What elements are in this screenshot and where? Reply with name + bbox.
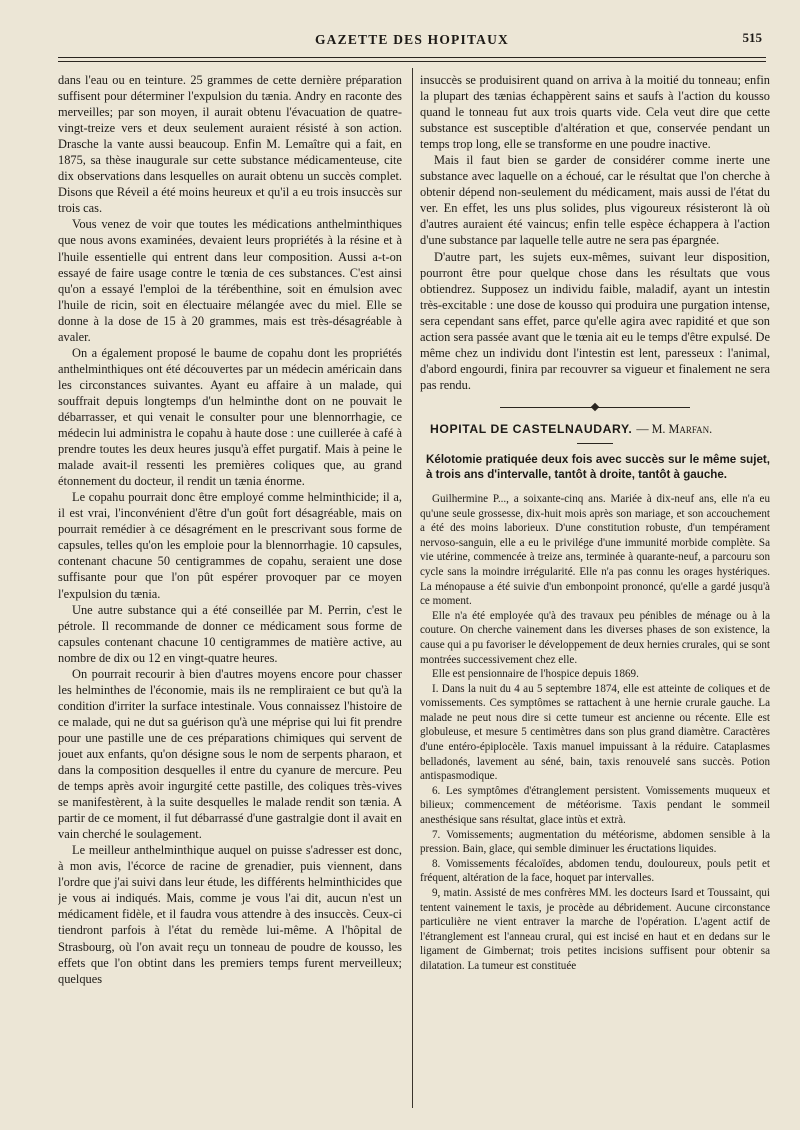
- hospital-name: HOPITAL DE CASTELNAUDARY.: [430, 421, 633, 436]
- publication-title: GAZETTE DES HOPITAUX: [314, 32, 510, 47]
- right-paragraph: D'autre part, les sujets eux-mêmes, suivant leur disposition, pourront être pour quelque chose dans les résultats que vous obtiendrez. Supposez un individu faible, maladif, ayant un intestin très-excitable : une dose de kousso qui produira une purgation intense, sera cependant sans effet, parce qu'elle agira avec rapidité et que son action sera passée avant que le tœnia ait eu le temps d'être expulsé. De même chez un individu dont l'intestin est lent, paresseux : l'animal, d'abord engourdi, finira par recouvrer sa vigueur et finalement ne sera pas rendu.: [420, 249, 770, 392]
- short-rule: [577, 443, 613, 444]
- case-paragraph: 9, matin. Assisté de mes confrères MM. les docteurs Isard et Toussaint, qui tentent vainement le taxis, je procède au débridement. Aucune circonstance particulière ne vient entraver la marche de l'opération. L'agent actif de l'étranglement est l'anneau crural, qui est incisé en haut et en dedans sur le ligament de Gimbernat; trois petites incisions suffisent pour obtenir sa dilatation. La tumeur est constituée: [420, 887, 770, 972]
- left-paragraph: Le meilleur anthelminthique auquel on puisse s'adresser est donc, à mon avis, l'écorce de racine de grenadier, puis viennent, dans l'ordre que j'ai suivi dans leur étude, les différents helminthicides que je vous ai indiqués. Mais, comme je vous l'ai dit, aucun n'est un médicament fidèle, et il faudra vous attendre à des insuccès. Ceux-ci tiendront parfois à l'état du remède lui-même. A l'hôpital de Strasbourg, où l'on avait reçu un tonneau de poudre de kousso, les effets que l'on obtint dans les premiers temps furent merveilleux; quelques: [58, 843, 402, 986]
- left-paragraph: Vous venez de voir que toutes les médications anthelminthiques que nous avons examinées, devaient leurs propriétés à la résine et à l'huile essentielle qui entrent dans leur composition. Aussi a-t-on essayé de faire usage contre le tœnia de ces substances. C'est ainsi qu'on a essayé l'emploi de la térébenthine, soit en émulsion avec l'huile de ricin, soit en électuaire mélangée avec du miel. Elle se donne à la dose de 15 à 20 grammes, mais est très-désagréable à avaler.: [58, 217, 402, 344]
- right-paragraph: Mais il faut bien se garder de considérer comme inerte une substance avec laquelle on a échoué, car le résultat que l'on cherche à obtenir dépend non-seulement du médicament, mais aussi de l'état du ver. En effet, les uns plus solides, plus vigoureux résisteront là où d'autres auraient été vaincus; enfin telle espèce échappera à l'action d'une substance par laquelle telle autre ne sera pas épargnée.: [420, 153, 770, 248]
- divider-diamond-ornament: [591, 403, 599, 411]
- case-paragraph: 8. Vomissements fécaloïdes, abdomen tendu, douloureux, pouls petit et fréquent, altération de la face, hoquet par intervalles.: [420, 857, 770, 885]
- right-paragraph: insuccès se produisirent quand on arriva à la moitié du tonneau; enfin la plupart des tænias échappèrent sains et saufs à l'action du kousso quand le tonneau fut aux trois quarts vide. Cela veut dire que cette substance est susceptible d'altération et que, conservée pendant un temps trop long, elle se transforme en une poudre inactive.: [420, 73, 770, 152]
- page-number: 515: [742, 30, 762, 45]
- left-paragraph: Le copahu pourrait donc être employé comme helminthicide; il a, il est vrai, l'inconvénient d'être d'un goût fort désagréable, mais on pourrait remédier à ce désagrément en le prescrivant sous forme de capsules, telles qu'on les emploie pour la blennorrhagie. 10 capsules, contenant chacune 50 centigrammes de copahu, seraient une dose suffisante pour que l'on pût espérer provoquer par ce moyen l'expulsion du tænia.: [58, 490, 402, 601]
- left-paragraph: On a également proposé le baume de copahu dont les propriétés anthelminthiques ont été découvertes par un médecin américain dans les circonstances suivantes. Ayant eu affaire à un malade, qui souffrait depuis longtemps d'un helminthe dont on ne pouvait le débarrasser, et qui venait le consulter pour une blennorrhagie, ce médecin lui administra le copahu à haute dose : une cuillerée à café à prendre toutes les deux heures jusqu'à effet purgatif. Mais à peine le malade avait-il ressenti les premières coliques que, au grand étonnement du docteur, il rendit un tænia énorme.: [58, 345, 402, 489]
- section-divider: [420, 403, 770, 411]
- case-paragraph: 7. Vomissements; augmentation du météorisme, abdomen sensible à la pression. Bain, glace, qui semble diminuer les éructations liquides.: [420, 828, 770, 856]
- header-rule-bottom: [58, 61, 766, 62]
- case-report: [420, 492, 770, 974]
- case-paragraph: Guilhermine P..., a soixante-cinq ans. Mariée à dix-neuf ans, elle n'a eu qu'une seule grossesse, dix-huit mois après son mariage, et son accouchement a été des moins laborieux. D'une constitution robuste, d'un tempérament nervoso-sanguin, elle a eu le privilége d'une immunité morbide complète. Sa vie utérine, commencée à treize ans, terminée à quarante-neuf, a parcouru son cycle sans la moindre irrégularité. Elle n'a pas connu les orages hystériques. La ménopause a été suivie d'un embonpoint prononcé, qu'elle a gardé jusqu'à ce moment.: [420, 492, 770, 608]
- column-separator: [412, 68, 413, 1108]
- left-paragraph: On pourrait recourir à bien d'autres moyens encore pour chasser les helminthes de l'économie, mais ils ne rempliraient ce but qu'à la condition d'irriter la surface intestinale. Vous connaissez l'histoire de ce malade, qui ne dut sa guérison qu'à une méprise qui lui fit prendre pour une pastille une de ces préparations chimiques qui servent de jouet aux enfants, qu'on désigne sous le nom de serpents pharaon, et dans la composition desquelles il entre du cyanure de mercure. Peu de temps après avoir ingurgité cette pastille, des coliques très-vives se manifestèrent, à la suite desquelles le malade rendit son tænia. A partir de ce moment, il fut débarrassé d'une gastralgie dont il avait en vain cherché le soulagement.: [58, 666, 402, 842]
- page-header: [56, 30, 768, 52]
- case-paragraph: Elle est pensionnaire de l'hospice depuis 1869.: [432, 668, 639, 681]
- left-paragraph: dans l'eau ou en teinture. 25 grammes de cette dernière préparation suffisent pour déterminer l'expulsion du tænia. Andry en raconte des merveilles; par son moyen, il aurait obtenu l'évacuation de quatre-vingt-treize vers et deux seulement auraient résisté à son action. Drasche la vante aussi beaucoup. Enfin M. Lemaître qui a fait, en 1875, sa thèse inaugurale sur cette substance médicamenteuse, cite dix observations dans lesquelles on aurait obtenu un succès complet. Disons que Réveil a été moins heureux et qu'il a eu trois insuccès sur trois cas.: [58, 73, 402, 216]
- header-rule-top: [58, 57, 766, 58]
- case-paragraph: 6. Les symptômes d'étranglement persistent. Vomissements muqueux et bilieux; commencement de météorisme. Taxis pendant le sommeil anesthésique sans résultat, glace intùs et extrà.: [420, 784, 770, 827]
- right-column: [420, 72, 770, 1122]
- section-heading: [430, 421, 770, 437]
- case-title: Kélotomie pratiquée deux fois avec succès sur le même sujet, à trois ans d'intervalle, tantôt à droite, tantôt à gauche.: [426, 452, 770, 481]
- case-paragraph: I. Dans la nuit du 4 au 5 septembre 1874, elle est atteinte de coliques et de vomissements. Ces symptômes se rattachent à une hernie crurale gauche. La malade ne peut nous dire si cette tumeur est ancienne ou récente. Elle est globuleuse, et mesure 5 centimètres dans son plus grand diamètre. Caractères d'une entéro-épiplocèle. Taxis manuel impuissant à la réduire. Cataplasmes belladonés, lavement au séné, bain, taxis renouvelé sans succès. Potion antispasmodique.: [420, 682, 770, 783]
- left-paragraph: Une autre substance qui a été conseillée par M. Perrin, c'est le pétrole. Il recommande de donner ce médicament sous forme de capsules contenant chacune 10 centigrammes de matière active, au nombre de dix ou 12 en vingt-quatre heures.: [58, 602, 402, 665]
- left-column: [58, 72, 402, 1122]
- case-paragraph: Elle n'a été employée qu'à des travaux peu pénibles de ménage ou à la couture. On cherche vainement dans les diverses phases de son existence, la cause qui a pu favoriser le développement de deux hernies crurales, qui se sont montrées successivement chez elle.: [420, 609, 770, 666]
- section-author: — M. Marfan.: [636, 421, 713, 436]
